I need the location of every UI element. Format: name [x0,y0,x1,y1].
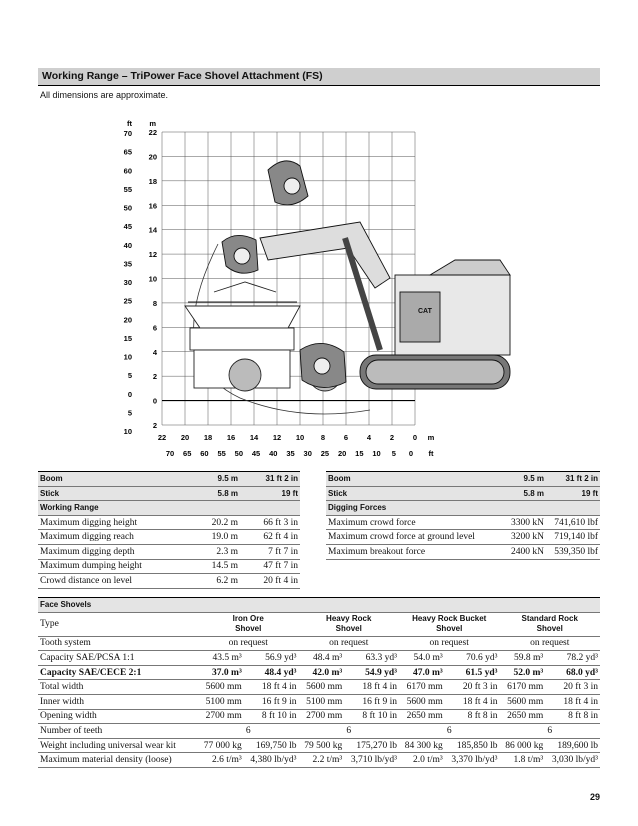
spec-row [38,515,300,530]
section-title: Working Range – TriPower Face Shovel Attachment (FS) [42,70,323,82]
spec-imperial: 719,140 lbf [546,530,600,545]
section-title-bar [38,68,600,85]
fs-cell: 18 ft 4 in [545,694,600,709]
fs-cell: 169,750 lb [244,738,299,753]
ft-tick-y: 0 [127,389,132,399]
m-tick-y: 6 [152,323,157,333]
fs-cell: 47.0 m³ [399,665,445,680]
m-tick-x: 18 [203,433,213,442]
fs-column-header: Heavy Rock Bucket Shovel [399,612,499,636]
fs-cell: 2650 mm [399,709,445,724]
spec-imperial: 31 ft 2 in [240,472,300,487]
spec-metric: 9.5 m [178,472,240,487]
ft-tick-x: 30 [303,449,312,458]
fs-cell: 84 300 kg [399,738,445,753]
fs-row [38,665,600,680]
fs-cell: 2.6 t/m³ [198,753,244,768]
m-tick-y: 0 [152,396,157,406]
fs-cell: 68.0 yd³ [545,665,600,680]
fs-row-label: Weight including universal wear kit [38,738,198,753]
ft-tick-y: 60 [123,166,132,176]
m-tick-x: 8 [320,433,326,442]
spec-label: Boom [326,472,496,487]
spec-metric: 3300 kN [496,515,546,530]
ft-tick-x: 60 [200,449,209,458]
ft-tick-y: 5 [127,371,132,381]
spec-row [38,544,300,559]
ft-tick-x: 10 [372,449,381,458]
fs-section-row [38,598,600,613]
fs-cell: 6170 mm [399,680,445,695]
spec-metric: 6.2 m [178,574,240,589]
m-tick-y: 14 [148,225,157,235]
face-shovels-table [38,597,600,768]
spec-label: Boom [38,472,178,487]
fs-column-header: Heavy Rock Shovel [298,612,398,636]
fs-column-header: Standard Rock Shovel [499,612,600,636]
ft-tick-x: 65 [183,449,192,458]
spec-imperial: 31 ft 2 in [546,472,600,487]
fs-column-header: Iron Ore Shovel [198,612,298,636]
fs-section-title: Face Shovels [38,598,600,613]
fs-cell: 175,270 lb [344,738,399,753]
fs-cell: 79 500 kg [298,738,344,753]
ft-tick-y: 70 [123,129,132,138]
spec-row [38,472,300,487]
fs-cell: 48.4 m³ [298,651,344,666]
fs-row-label: Capacity SAE/PCSA 1:1 [38,651,198,666]
fs-cell: 8 ft 8 in [545,709,600,724]
m-unit-x: m [427,433,435,442]
fs-cell: 78.2 yd³ [545,651,600,666]
ft-tick-y: 50 [123,203,132,213]
m-unit-label: m [149,119,156,128]
spec-metric [496,501,546,516]
spec-imperial: 539,350 lbf [546,544,600,559]
m-tick-y: 10 [148,274,157,284]
fs-cell: 6 [499,724,600,739]
fs-cell: 5100 mm [198,694,244,709]
ft-tick-x: 25 [320,449,330,458]
m-tick-y: 2 [152,372,157,382]
spec-imperial: 7 ft 7 in [240,544,300,559]
bucket-high [268,161,308,205]
m-tick-y: 8 [152,298,157,308]
spec-imperial: 62 ft 4 in [240,530,300,545]
spec-metric: 14.5 m [178,559,240,574]
fs-cell: 16 ft 9 in [244,694,299,709]
fs-row-label: Tooth system [38,636,198,651]
fs-cell: 18 ft 4 in [344,680,399,695]
fs-cell: 3,710 lb/yd³ [344,753,399,768]
spec-row [38,559,300,574]
ft-tick-y: 65 [123,147,132,157]
fs-cell: 54.0 m³ [399,651,445,666]
fs-row-label: Inner width [38,694,198,709]
diagram-y-labels [124,119,158,436]
fs-row [38,724,600,739]
fs-row-label: Opening width [38,709,198,724]
fs-cell: 70.6 yd³ [445,651,500,666]
fs-cell: 3,030 lb/yd³ [545,753,600,768]
spec-imperial: 47 ft 7 in [240,559,300,574]
fs-cell: 5600 mm [198,680,244,695]
ft-tick-x: 70 [165,449,175,458]
fs-cell: 8 ft 8 in [445,709,500,724]
fs-cell: 37.0 m³ [198,665,244,680]
m-tick-x: 4 [366,433,372,442]
spec-metric: 20.2 m [178,515,240,530]
fs-cell: 8 ft 10 in [344,709,399,724]
ft-tick-x: 15 [355,449,364,458]
fs-cell: 20 ft 3 in [445,680,500,695]
fs-row-label: Total width [38,680,198,695]
ft-tick-y: 10 [123,427,132,436]
spec-metric: 9.5 m [496,472,546,487]
spec-imperial: 19 ft [240,486,300,501]
spec-label: Maximum crowd force at ground level [326,530,496,545]
fs-row [38,753,600,768]
fs-cell: 6 [198,724,298,739]
spec-label: Maximum digging height [38,515,178,530]
m-tick-x: 14 [249,433,259,442]
spec-row [326,486,600,501]
fs-cell: 4,380 lb/yd³ [244,753,299,768]
fs-cell: 18 ft 4 in [445,694,500,709]
spec-row [326,530,600,545]
fs-cell: 61.5 yd³ [445,665,500,680]
machine-label: CAT [418,308,432,315]
ft-tick-x: 40 [269,449,278,458]
fs-type-label: Type [38,612,198,636]
shovel-machine [260,222,510,389]
fs-cell: 6 [298,724,398,739]
spec-row [38,574,300,589]
working-range-diagram [0,110,638,462]
fs-cell: 20 ft 3 in [545,680,600,695]
fs-cell: 63.3 yd³ [344,651,399,666]
fs-cell: 5600 mm [298,680,344,695]
working-range-table [38,471,300,589]
fs-cell: 52.0 m³ [499,665,545,680]
fs-cell: 56.9 yd³ [244,651,299,666]
m-tick-x: 20 [180,433,190,442]
spec-imperial [240,501,300,516]
fs-cell: 3,370 lb/yd³ [445,753,500,768]
ft-tick-y: 45 [123,222,132,232]
m-tick-y: 18 [148,176,157,186]
fs-row [38,680,600,695]
m-tick-x: 2 [389,433,395,442]
fs-cell: on request [399,636,499,651]
fs-row [38,636,600,651]
spec-metric: 19.0 m [178,530,240,545]
spec-imperial: 20 ft 4 in [240,574,300,589]
m-tick-x: 0 [412,433,418,442]
fs-row-label: Capacity SAE/CECE 2:1 [38,665,198,680]
spec-imperial: 19 ft [546,486,600,501]
m-tick-x: 22 [157,433,167,442]
spec-imperial: 66 ft 3 in [240,515,300,530]
fs-cell: on request [298,636,398,651]
m-tick-y: 2 [152,421,157,430]
fs-cell: 42.0 m³ [298,665,344,680]
spec-row [326,544,600,559]
fs-cell: 43.5 m³ [198,651,244,666]
subtitle: All dimensions are approximate. [40,90,169,100]
spec-imperial [546,501,600,516]
ft-tick-x: 50 [234,449,244,458]
ft-tick-x: 5 [391,449,396,458]
fs-cell: 2700 mm [198,709,244,724]
digging-forces-table [326,471,600,560]
spec-row [38,486,300,501]
fs-cell: 59.8 m³ [499,651,545,666]
spec-label: Stick [38,486,178,501]
fs-cell: on request [198,636,298,651]
ft-tick-x: 35 [286,449,295,458]
spec-imperial: 741,610 lbf [546,515,600,530]
fs-cell: 185,850 lb [445,738,500,753]
ft-tick-y: 10 [123,352,132,362]
fs-cell: 5100 mm [298,694,344,709]
ft-unit-x: ft [428,449,434,458]
fs-cell: 2.0 t/m³ [399,753,445,768]
spec-label: Maximum breakout force [326,544,496,559]
ft-tick-y: 25 [123,296,132,306]
spec-label: Maximum digging depth [38,544,178,559]
spec-label: Working Range [38,501,178,516]
spec-metric: 2400 kN [496,544,546,559]
fs-cell: 189,600 lb [545,738,600,753]
fs-row-label: Number of teeth [38,724,198,739]
spec-label: Maximum digging reach [38,530,178,545]
fs-cell: 2700 mm [298,709,344,724]
fs-cell: 18 ft 4 in [244,680,299,695]
spec-label: Digging Forces [326,501,496,516]
spec-metric: 2.3 m [178,544,240,559]
fs-cell: 86 000 kg [499,738,545,753]
spec-label: Maximum dumping height [38,559,178,574]
bucket-low [300,343,346,387]
fs-row-label: Maximum material density (loose) [38,753,198,768]
spec-row [326,501,600,516]
ft-tick-x: 45 [251,449,261,458]
m-tick-y: 16 [148,201,157,211]
m-tick-x: 10 [295,433,305,442]
m-tick-x: 6 [343,433,349,442]
fs-cell: on request [499,636,600,651]
fs-cell: 2.2 t/m³ [298,753,344,768]
ft-tick-y: 20 [123,315,132,325]
m-tick-y: 22 [148,128,157,137]
bucket-mid [222,235,258,273]
spec-metric: 5.8 m [496,486,546,501]
spec-row [38,530,300,545]
fs-cell: 5600 mm [399,694,445,709]
spec-label: Stick [326,486,496,501]
fs-cell: 6 [399,724,499,739]
ft-tick-x: 20 [337,449,347,458]
page-number: 29 [590,792,601,802]
ft-tick-x: 55 [217,449,226,458]
m-tick-x: 12 [272,433,282,442]
spec-label: Maximum crowd force [326,515,496,530]
ft-tick-y: 5 [127,408,132,418]
fs-cell: 5600 mm [499,694,545,709]
fs-row [38,738,600,753]
spec-metric [178,501,240,516]
spec-metric: 3200 kN [496,530,546,545]
fs-cell: 8 ft 10 in [244,709,299,724]
ft-tick-y: 35 [123,259,132,269]
fs-cell: 2650 mm [499,709,545,724]
fs-cell: 77 000 kg [198,738,244,753]
spec-row [326,515,600,530]
m-tick-y: 20 [148,152,157,162]
ft-tick-x: 0 [408,449,414,458]
ft-unit-label: ft [127,119,132,128]
spec-label: Crowd distance on level [38,574,178,589]
fs-cell: 54.9 yd³ [344,665,399,680]
fs-cell: 48.4 yd³ [244,665,299,680]
spec-row [38,501,300,516]
spec-row [326,472,600,487]
diagram-x-labels [158,433,435,458]
fs-row [38,709,600,724]
fs-cell: 6170 mm [499,680,545,695]
fs-cell: 1.8 t/m³ [499,753,545,768]
m-tick-y: 4 [152,347,157,357]
title-rule [38,85,600,86]
fs-row [38,651,600,666]
fs-cell: 16 ft 9 in [344,694,399,709]
m-tick-x: 16 [226,433,236,442]
m-tick-y: 12 [148,250,157,260]
ft-tick-y: 30 [123,278,132,287]
ft-tick-y: 55 [123,184,132,194]
fs-row [38,694,600,709]
spec-metric: 5.8 m [178,486,240,501]
ft-tick-y: 40 [123,240,132,250]
fs-header-row [38,612,600,636]
ft-tick-y: 15 [123,333,132,343]
